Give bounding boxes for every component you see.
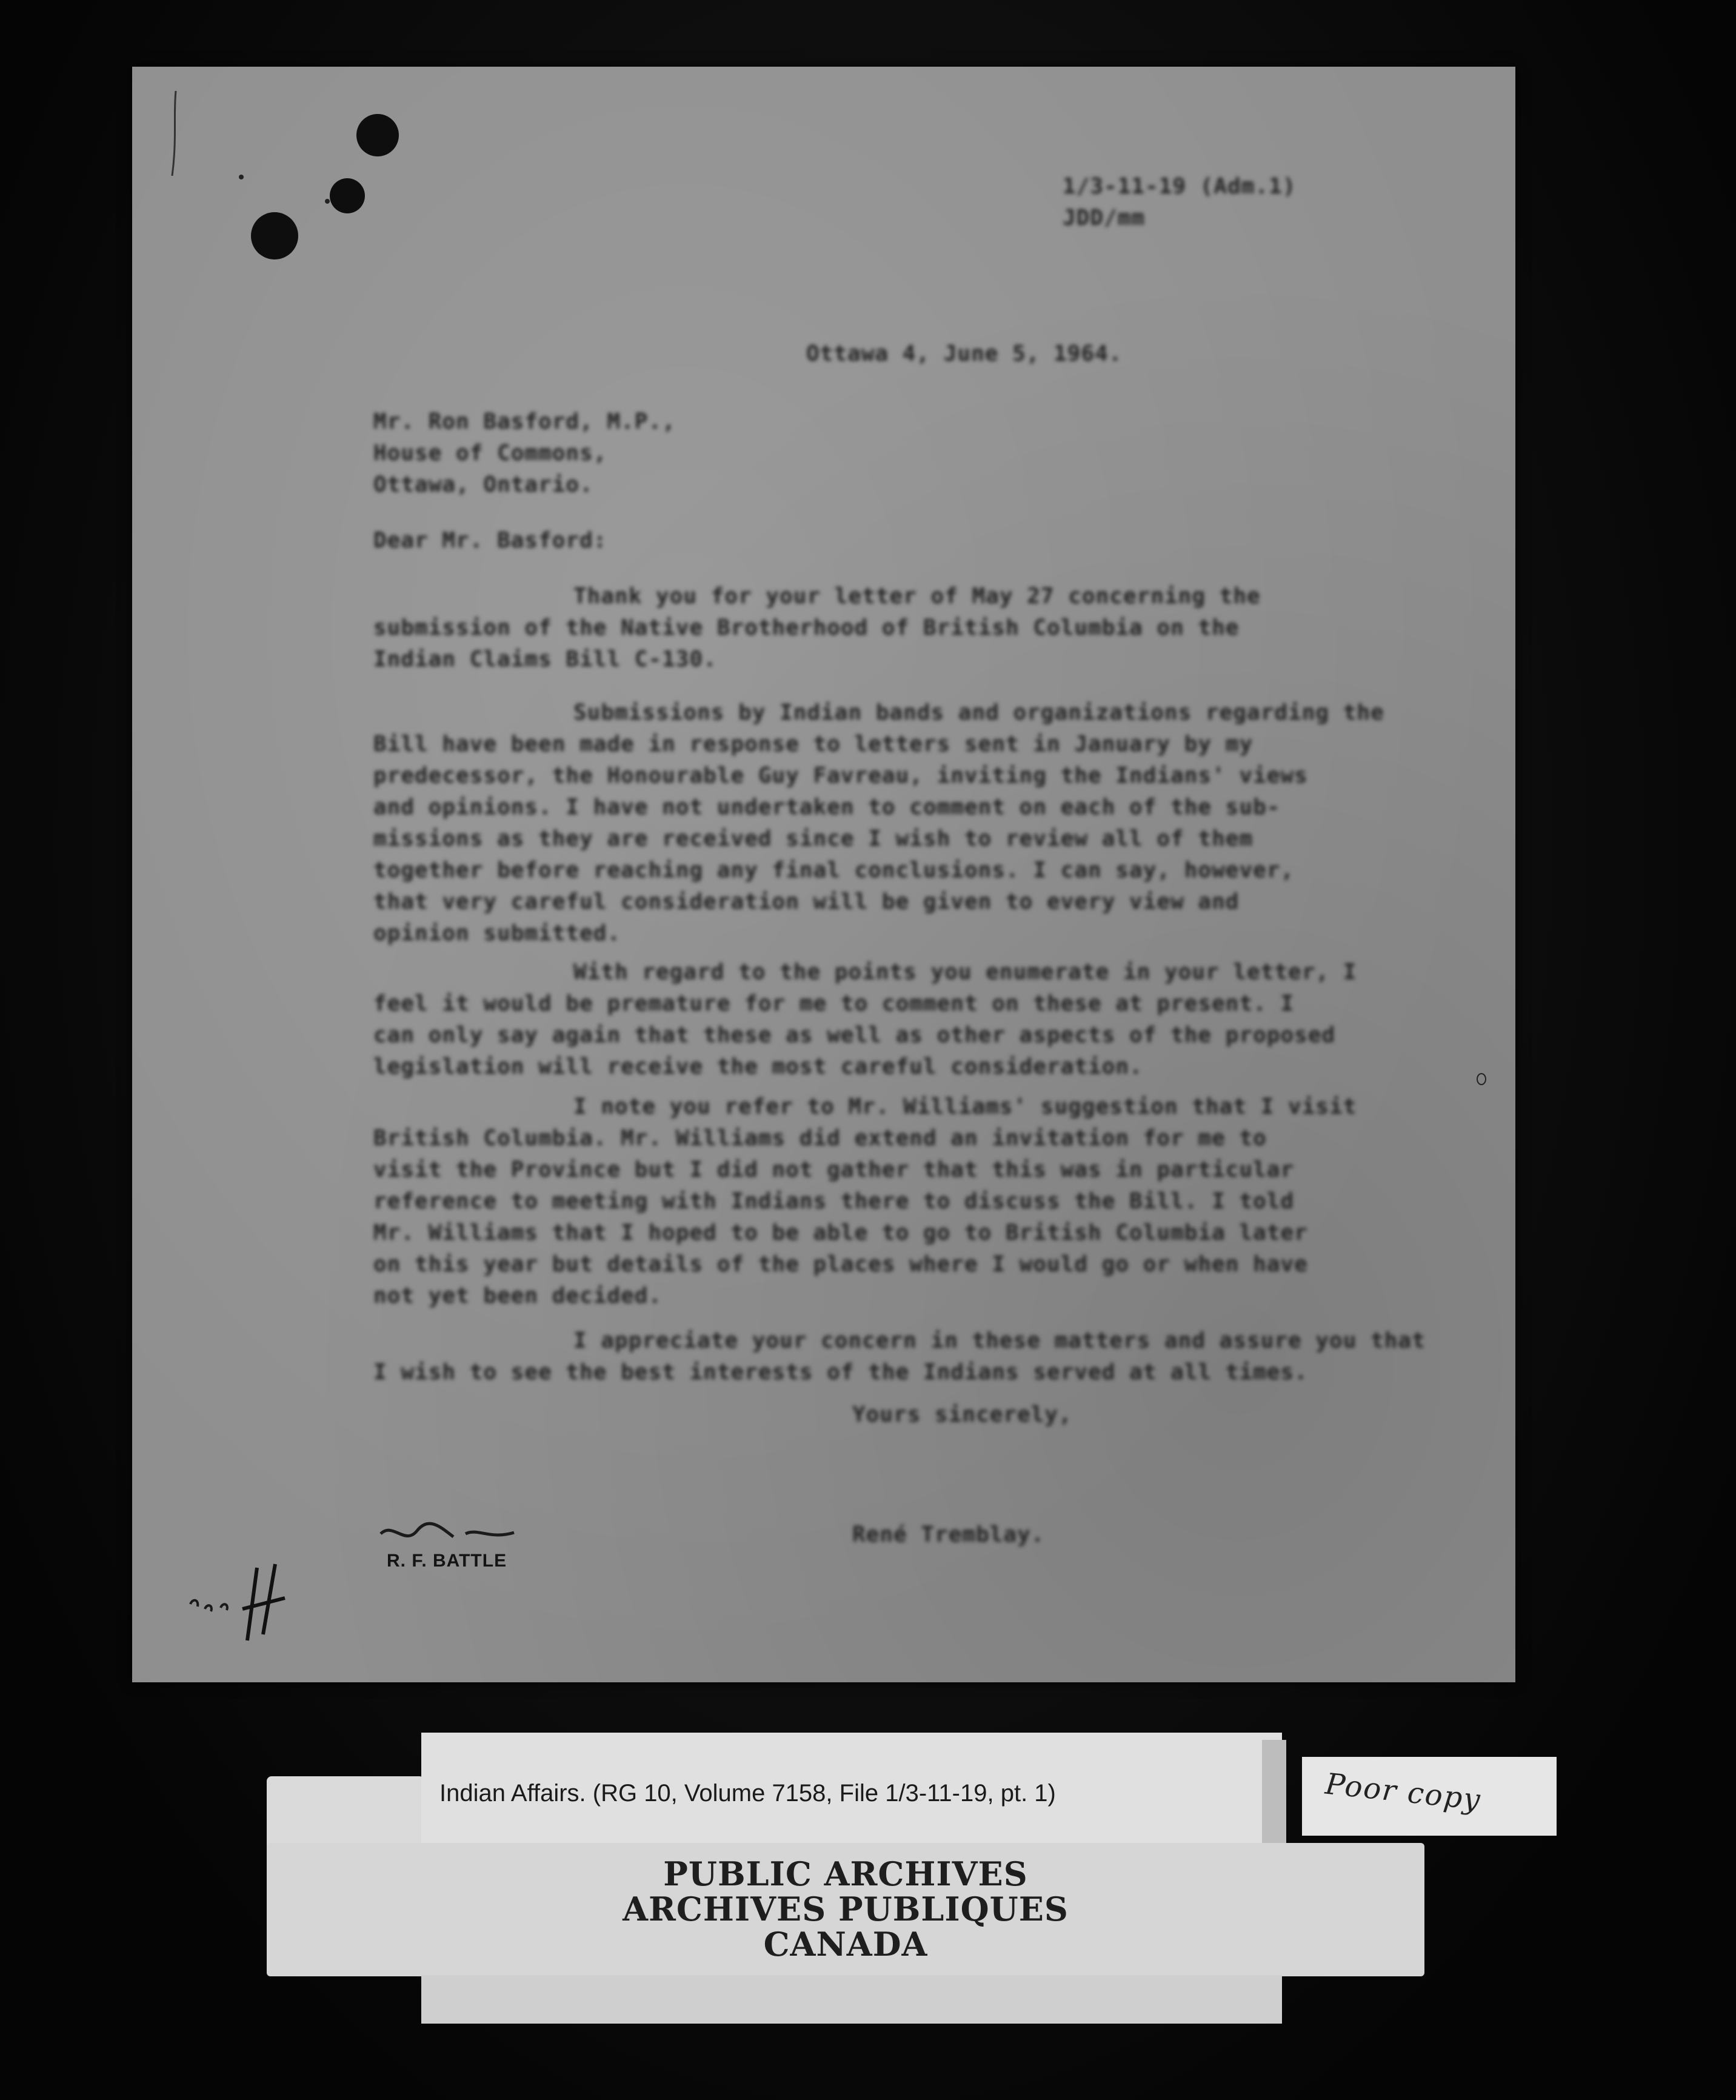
addressee-block bbox=[373, 406, 676, 501]
text-line: With regard to the points you enumerate in your letter, I bbox=[573, 960, 1357, 985]
text-line: on this year but details of the places where I would go or when have bbox=[373, 1252, 1308, 1277]
text-line: legislation will receive the most careful consideration. bbox=[373, 1054, 1143, 1079]
punch-hole-1 bbox=[356, 114, 399, 156]
institution-name bbox=[267, 1856, 1424, 1962]
paragraph-2 bbox=[373, 697, 1507, 949]
signature-name: René Tremblay. bbox=[852, 1522, 1045, 1547]
punch-hole-2 bbox=[330, 178, 365, 213]
scratch-mark bbox=[169, 91, 181, 176]
salutation: Dear Mr. Basford: bbox=[373, 528, 607, 553]
text-line: opinion submitted. bbox=[373, 921, 621, 946]
text-line: I appreciate your concern in these matters and assure you that bbox=[573, 1328, 1426, 1353]
text-line: Submissions by Indian bands and organizations regarding the bbox=[573, 700, 1384, 725]
paragraph-3 bbox=[373, 957, 1507, 1083]
archive-reference: Indian Affairs. (RG 10, Volume 7158, File 1/3-11-19, pt. 1) bbox=[439, 1780, 1056, 1807]
battle-stamp: R. F. BATTLE bbox=[387, 1551, 507, 1571]
typist-initials: JDD/mm bbox=[1063, 206, 1146, 230]
paragraph-4 bbox=[373, 1091, 1507, 1312]
text-line: I wish to see the best interests of the Indians served at all times. bbox=[373, 1360, 1308, 1385]
institution-line-country: CANADA bbox=[763, 1925, 928, 1964]
letter-date: Ottawa 4, June 5, 1964. bbox=[806, 341, 1123, 366]
addressee-line: House of Commons, bbox=[373, 441, 607, 466]
institution-line-fr: ARCHIVES PUBLIQUES bbox=[623, 1890, 1069, 1928]
letter-closing: Yours sincerely, bbox=[852, 1402, 1072, 1427]
archive-card-tab bbox=[267, 1776, 424, 1849]
file-number: 1/3-11-19 (Adm.1) bbox=[1063, 174, 1297, 199]
poor-copy-note bbox=[1302, 1757, 1557, 1836]
text-line: reference to meeting with Indians there to discuss the Bill. I told bbox=[373, 1189, 1295, 1214]
institution-line-en: PUBLIC ARCHIVES bbox=[663, 1854, 1028, 1893]
text-line: not yet been decided. bbox=[373, 1283, 663, 1308]
text-line: Thank you for your letter of May 27 concerning the bbox=[573, 584, 1261, 609]
letter-page bbox=[132, 67, 1515, 1682]
text-line: and opinions. I have not undertaken to comment on each of the sub- bbox=[373, 795, 1281, 820]
handwritten-initial-scribble bbox=[375, 1516, 520, 1552]
text-line: British Columbia. Mr. Williams did extend an invitation for me to bbox=[373, 1126, 1267, 1151]
text-line: Indian Claims Bill C-130. bbox=[373, 647, 717, 672]
text-line: that very careful consideration will be given to every view and bbox=[373, 889, 1240, 914]
handwritten-initials bbox=[184, 1556, 318, 1647]
text-line: feel it would be premature for me to comment on these at present. I bbox=[373, 991, 1295, 1016]
text-line: missions as they are received since I wish to review all of them bbox=[373, 826, 1254, 851]
dust-speck bbox=[239, 175, 244, 179]
text-line: Bill have been made in response to letters sent in January by my bbox=[373, 732, 1254, 757]
archive-institution-label bbox=[267, 1843, 1424, 1976]
addressee-line: Mr. Ron Basford, M.P., bbox=[373, 409, 676, 434]
text-line: predecessor, the Honourable Guy Favreau, inviting the Indians' views bbox=[373, 763, 1308, 788]
archive-reference-label bbox=[421, 1733, 1282, 1848]
file-reference bbox=[1063, 171, 1296, 234]
addressee-line: Ottawa, Ontario. bbox=[373, 472, 593, 497]
text-line: can only say again that these as well as other aspects of the proposed bbox=[373, 1023, 1336, 1048]
text-line: together before reaching any final conclusions. I can say, however, bbox=[373, 858, 1295, 883]
punch-hole-3 bbox=[251, 212, 298, 259]
text-line: visit the Province but I did not gather that this was in particular bbox=[373, 1157, 1295, 1182]
archive-label-strip bbox=[421, 1975, 1282, 2024]
label-edge bbox=[1262, 1740, 1286, 1849]
poor-copy-text: Poor copy bbox=[1323, 1767, 1483, 1817]
dust-speck bbox=[325, 199, 330, 204]
text-line: Mr. Williams that I hoped to be able to go to British Columbia later bbox=[373, 1220, 1308, 1245]
paragraph-1 bbox=[373, 581, 1507, 675]
text-line: I note you refer to Mr. Williams' suggestion that I visit bbox=[573, 1094, 1357, 1119]
paragraph-5 bbox=[373, 1325, 1507, 1388]
text-line: submission of the Native Brotherhood of British Columbia on the bbox=[373, 615, 1240, 640]
